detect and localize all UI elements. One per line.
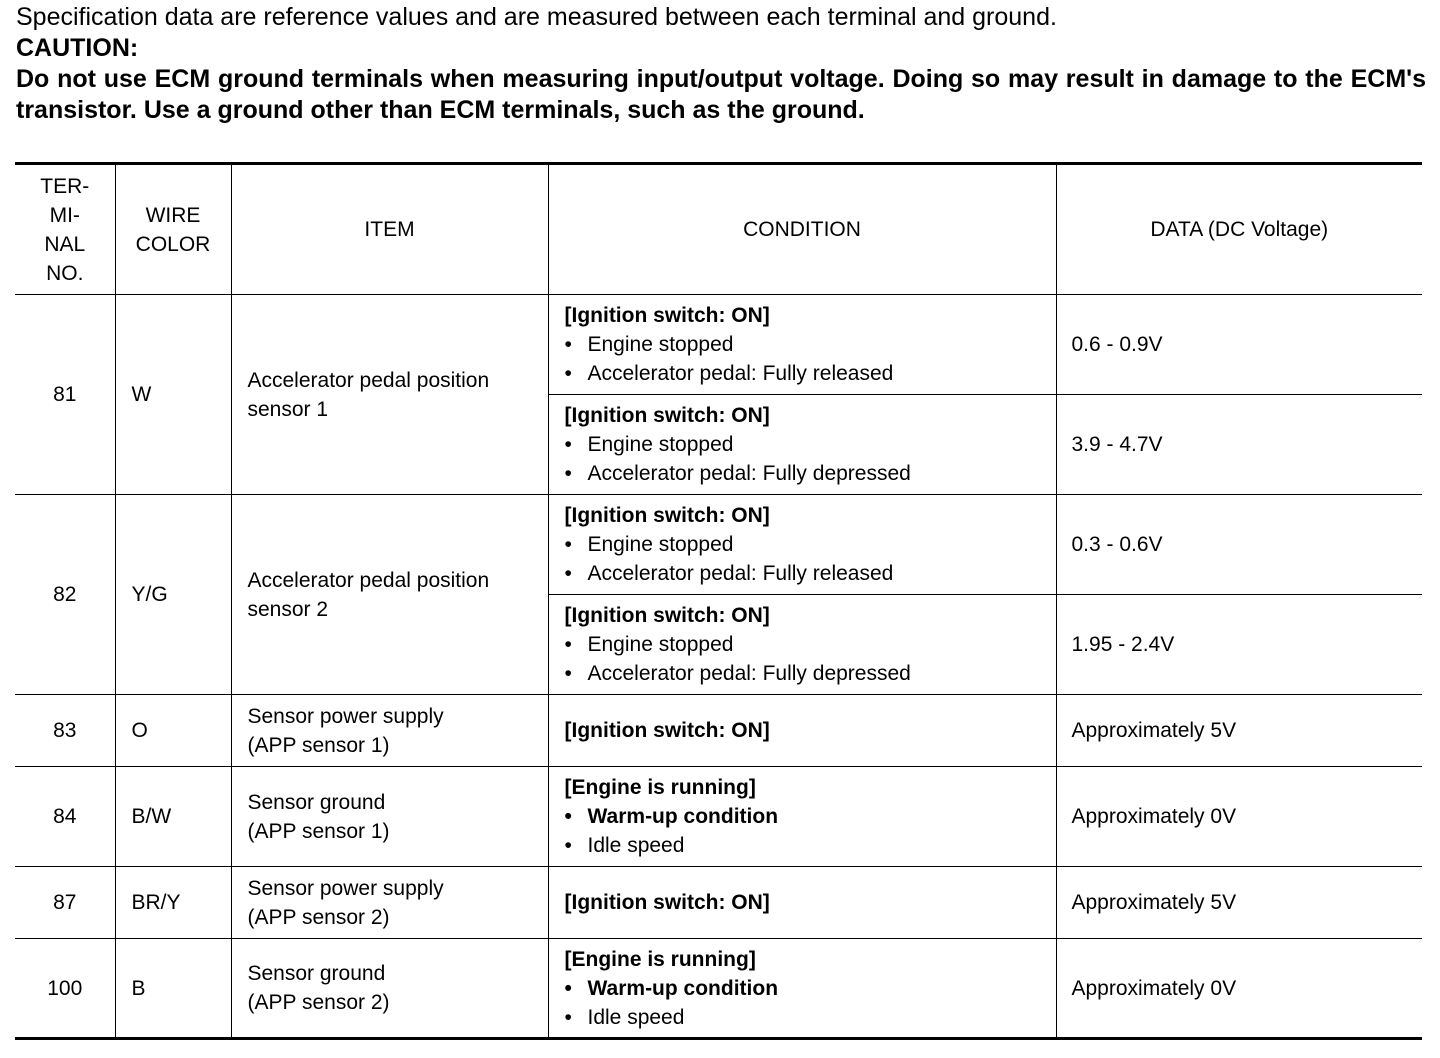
header-wire-color	[115, 164, 231, 295]
data-value: 3.9 - 4.7V	[1056, 395, 1422, 495]
condition-bullet: • Engine stopped	[565, 530, 1056, 559]
item-line1: Sensor ground	[247, 790, 386, 814]
wire-color: O	[115, 695, 231, 767]
header-wire-line2: COLOR	[135, 232, 211, 256]
item-line1: Accelerator pedal position	[247, 568, 490, 592]
condition	[548, 495, 1056, 595]
header-terminal-line2: MI-	[49, 203, 80, 227]
wire-color: W	[115, 295, 231, 495]
header-wire-line1: WIRE	[145, 203, 201, 227]
terminal-no: 100	[15, 939, 115, 1039]
table-header-row	[15, 164, 1422, 295]
item-line1: Accelerator pedal position	[247, 368, 490, 392]
item-line2: sensor 2	[247, 597, 329, 621]
intro-notes	[16, 2, 1426, 126]
table-row	[15, 767, 1422, 867]
condition-bullet: • Idle speed	[565, 831, 1056, 860]
condition-heading: [Ignition switch: ON]	[564, 404, 770, 427]
wire-color: B/W	[115, 767, 231, 867]
wire-color: B	[115, 939, 231, 1039]
item-line2: sensor 1	[247, 397, 329, 421]
table-row	[15, 495, 1422, 595]
condition	[548, 695, 1056, 767]
data-value: Approximately 5V	[1056, 695, 1422, 767]
condition-bullet: • Engine stopped	[565, 630, 1056, 659]
data-value: 0.6 - 0.9V	[1056, 295, 1422, 395]
item-line2: (APP sensor 2)	[247, 991, 390, 1014]
item	[231, 295, 548, 495]
condition-bullet: • Idle speed	[565, 1003, 1056, 1032]
condition	[548, 395, 1056, 495]
terminal-no: 84	[15, 767, 115, 867]
condition-bullet: • Accelerator pedal: Fully released	[565, 559, 1056, 588]
condition-heading: [Ignition switch: ON]	[564, 719, 770, 742]
table-row	[15, 695, 1422, 767]
condition-heading: [Ignition switch: ON]	[564, 604, 770, 627]
condition-heading: [Engine is running]	[564, 947, 756, 971]
data-value: 1.95 - 2.4V	[1056, 595, 1422, 695]
condition	[548, 595, 1056, 695]
terminal-no: 83	[15, 695, 115, 767]
item	[231, 939, 548, 1039]
condition	[548, 767, 1056, 867]
wire-color: BR/Y	[115, 867, 231, 939]
item-line2: (APP sensor 1)	[247, 733, 390, 757]
condition-bullet: • Accelerator pedal: Fully depressed	[565, 459, 1056, 488]
condition-bullet: • Warm-up condition	[565, 974, 1056, 1003]
condition-heading: [Engine is running]	[564, 776, 756, 799]
item	[231, 867, 548, 939]
data-value: Approximately 0V	[1056, 939, 1422, 1039]
condition	[548, 939, 1056, 1039]
terminal-spec-table	[15, 162, 1422, 1040]
header-terminal-line1: TER-	[40, 174, 90, 198]
header-item: ITEM	[231, 164, 548, 295]
item-line1: Sensor ground	[247, 962, 386, 985]
terminal-no: 87	[15, 867, 115, 939]
condition-heading: [Ignition switch: ON]	[564, 891, 770, 914]
header-terminal-line3: NAL	[44, 232, 86, 256]
condition-bullet: • Accelerator pedal: Fully released	[565, 359, 1056, 388]
item-line2: (APP sensor 2)	[247, 905, 390, 929]
table-row	[15, 295, 1422, 395]
header-data: DATA (DC Voltage)	[1056, 164, 1422, 295]
item	[231, 695, 548, 767]
data-value: Approximately 0V	[1056, 767, 1422, 867]
table-row	[15, 939, 1422, 1039]
item-line2: (APP sensor 1)	[247, 819, 390, 843]
condition-heading: [Ignition switch: ON]	[564, 504, 770, 527]
item-line1: Sensor power supply	[247, 704, 444, 728]
item-line1: Sensor power supply	[247, 876, 444, 900]
condition	[548, 295, 1056, 395]
data-value: Approximately 5V	[1056, 867, 1422, 939]
item	[231, 495, 548, 695]
condition-heading: [Ignition switch: ON]	[564, 304, 770, 327]
condition-bullet: • Warm-up condition	[565, 802, 1056, 831]
data-value: 0.3 - 0.6V	[1056, 495, 1422, 595]
header-condition: CONDITION	[548, 164, 1056, 295]
condition	[548, 867, 1056, 939]
condition-bullet: • Accelerator pedal: Fully depressed	[565, 659, 1056, 688]
header-terminal-line4: NO.	[46, 261, 84, 285]
terminal-no: 82	[15, 495, 115, 695]
specification-note: Specification data are reference values and are measured between each terminal and ground.	[16, 3, 1057, 31]
caution-label: CAUTION:	[16, 34, 139, 62]
table-row	[15, 867, 1422, 939]
header-terminal-no	[15, 164, 115, 295]
condition-bullet: • Engine stopped	[565, 330, 1056, 359]
item	[231, 767, 548, 867]
condition-bullet: • Engine stopped	[565, 430, 1056, 459]
caution-text: Do not use ECM ground terminals when measuring input/output voltage. Doing so may result in damage to the ECM's transistor. Use a ground other than ECM terminals, such as the ground.	[16, 65, 1426, 124]
wire-color: Y/G	[115, 495, 231, 695]
terminal-no: 81	[15, 295, 115, 495]
